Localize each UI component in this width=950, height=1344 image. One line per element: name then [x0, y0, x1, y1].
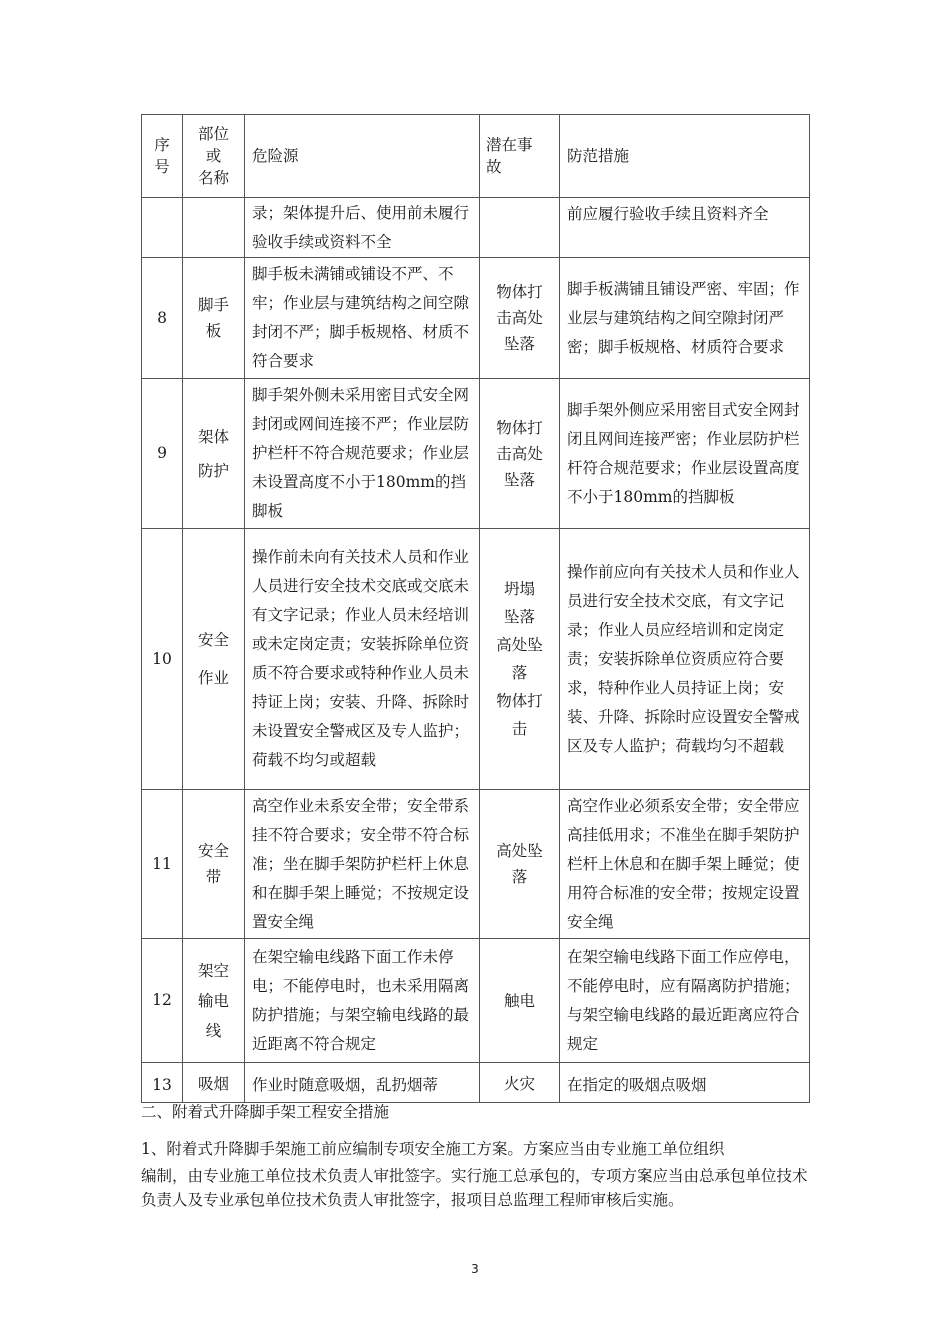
- row-hazard: 作业时随意吸烟，乱扔烟蒂: [245, 1063, 480, 1103]
- hazard-table: [141, 114, 810, 1103]
- page-number: 3: [471, 1262, 479, 1276]
- row-accident: 坍塌 坠落 高处坠 落 物体打 击: [480, 529, 560, 790]
- table-row: [142, 790, 810, 939]
- table-row: [142, 939, 810, 1063]
- row-measures: 在指定的吸烟点吸烟: [560, 1063, 810, 1103]
- row-hazard: 录；架体提升后、使用前未履行验收手续或资料不全: [245, 198, 480, 258]
- row-no: 8: [142, 258, 183, 379]
- table-row: [142, 1063, 810, 1103]
- header-hazard: 危险源: [245, 115, 480, 198]
- row-hazard: 脚手板未满铺或铺设不严、不牢；作业层与建筑结构之间空隙封闭不严；脚手板规格、材质不符合要求: [245, 258, 480, 379]
- row-no: [142, 198, 183, 258]
- row-accident: 触电: [480, 939, 560, 1063]
- row-measures: 脚手架外侧应采用密目式安全网封闭且网间连接严密；作业层防护栏杆符合规范要求；作业层设置高度不小于180mm的挡脚板: [560, 379, 810, 529]
- row-hazard: 脚手架外侧未采用密目式安全网封闭或网间连接不严；作业层防护栏杆不符合规范要求；作业层未设置高度不小于180mm的挡脚板: [245, 379, 480, 529]
- row-measures: 操作前应向有关技术人员和作业人员进行安全技术交底，有文字记录；作业人员应经培训和定岗定责；安装拆除单位资质应符合要求，特种作业人员持证上岗；安装、升降、拆除时应设置安全警戒区及专人监护；荷载均匀不超载: [560, 529, 810, 790]
- row-hazard: 高空作业未系安全带；安全带系挂不符合要求；安全带不符合标准；坐在脚手架防护栏杆上休息和在脚手架上睡觉；不按规定设置安全绳: [245, 790, 480, 939]
- row-accident: [480, 198, 560, 258]
- row-part: 安全 作业: [183, 529, 245, 790]
- row-part: 脚手 板: [183, 258, 245, 379]
- row-measures: 高空作业必须系安全带；安全带应高挂低用求；不准坐在脚手架防护栏杆上休息和在脚手架上睡觉；使用符合标准的安全带；按规定设置安全绳: [560, 790, 810, 939]
- row-accident: 火灾: [480, 1063, 560, 1103]
- row-accident: 物体打 击高处 坠落: [480, 379, 560, 529]
- row-measures: 前应履行验收手续且资料齐全: [560, 198, 810, 258]
- table-row: [142, 529, 810, 790]
- paragraph: 编制，由专业施工单位技术负责人审批签字。实行施工总承包的，专项方案应当由总承包单位技术负责人及专业承包单位技术负责人审批签字，报项目总监理工程师审核后实施。: [141, 1167, 808, 1209]
- table-row: [142, 198, 810, 258]
- header-accident: 潜在事 故: [480, 115, 560, 198]
- table-row: [142, 258, 810, 379]
- header-no: 序 号: [142, 115, 183, 198]
- table-row: [142, 379, 810, 529]
- row-part: 吸烟: [183, 1063, 245, 1103]
- header-part: 部位 或 名称: [183, 115, 245, 198]
- row-no: 11: [142, 790, 183, 939]
- header-measures: 防范措施: [560, 115, 810, 198]
- row-part: 架空 输电 线: [183, 939, 245, 1063]
- row-hazard: 操作前未向有关技术人员和作业人员进行安全技术交底或交底未有文字记录；作业人员未经培训或未定岗定责；安装拆除单位资质不符合要求或特种作业人员未持证上岗；安装、升降、拆除时未设置安全警戒区及专人监护；荷载不均匀或超载: [245, 529, 480, 790]
- paragraph: 1、附着式升降脚手架施工前应编制专项安全施工方案。方案应当由专业施工单位组织: [141, 1140, 725, 1158]
- row-no: 9: [142, 379, 183, 529]
- row-part: 架体 防护: [183, 379, 245, 529]
- row-part: [183, 198, 245, 258]
- row-measures: 脚手板满铺且铺设严密、牢固；作业层与建筑结构之间空隙封闭严密；脚手板规格、材质符合要求: [560, 258, 810, 379]
- row-hazard: 在架空输电线路下面工作未停电；不能停电时，也未采用隔离防护措施；与架空输电线路的最近距离不符合规定: [245, 939, 480, 1063]
- section-heading: 二、附着式升降脚手架工程安全措施: [141, 1103, 390, 1121]
- row-accident: 物体打 击高处 坠落: [480, 258, 560, 379]
- row-accident: 高处坠 落: [480, 790, 560, 939]
- row-part: 安全 带: [183, 790, 245, 939]
- row-no: 12: [142, 939, 183, 1063]
- row-no: 13: [142, 1063, 183, 1103]
- row-no: 10: [142, 529, 183, 790]
- table-header-row: [142, 115, 810, 198]
- row-measures: 在架空输电线路下面工作应停电，不能停电时，应有隔离防护措施；与架空输电线路的最近距离应符合规定: [560, 939, 810, 1063]
